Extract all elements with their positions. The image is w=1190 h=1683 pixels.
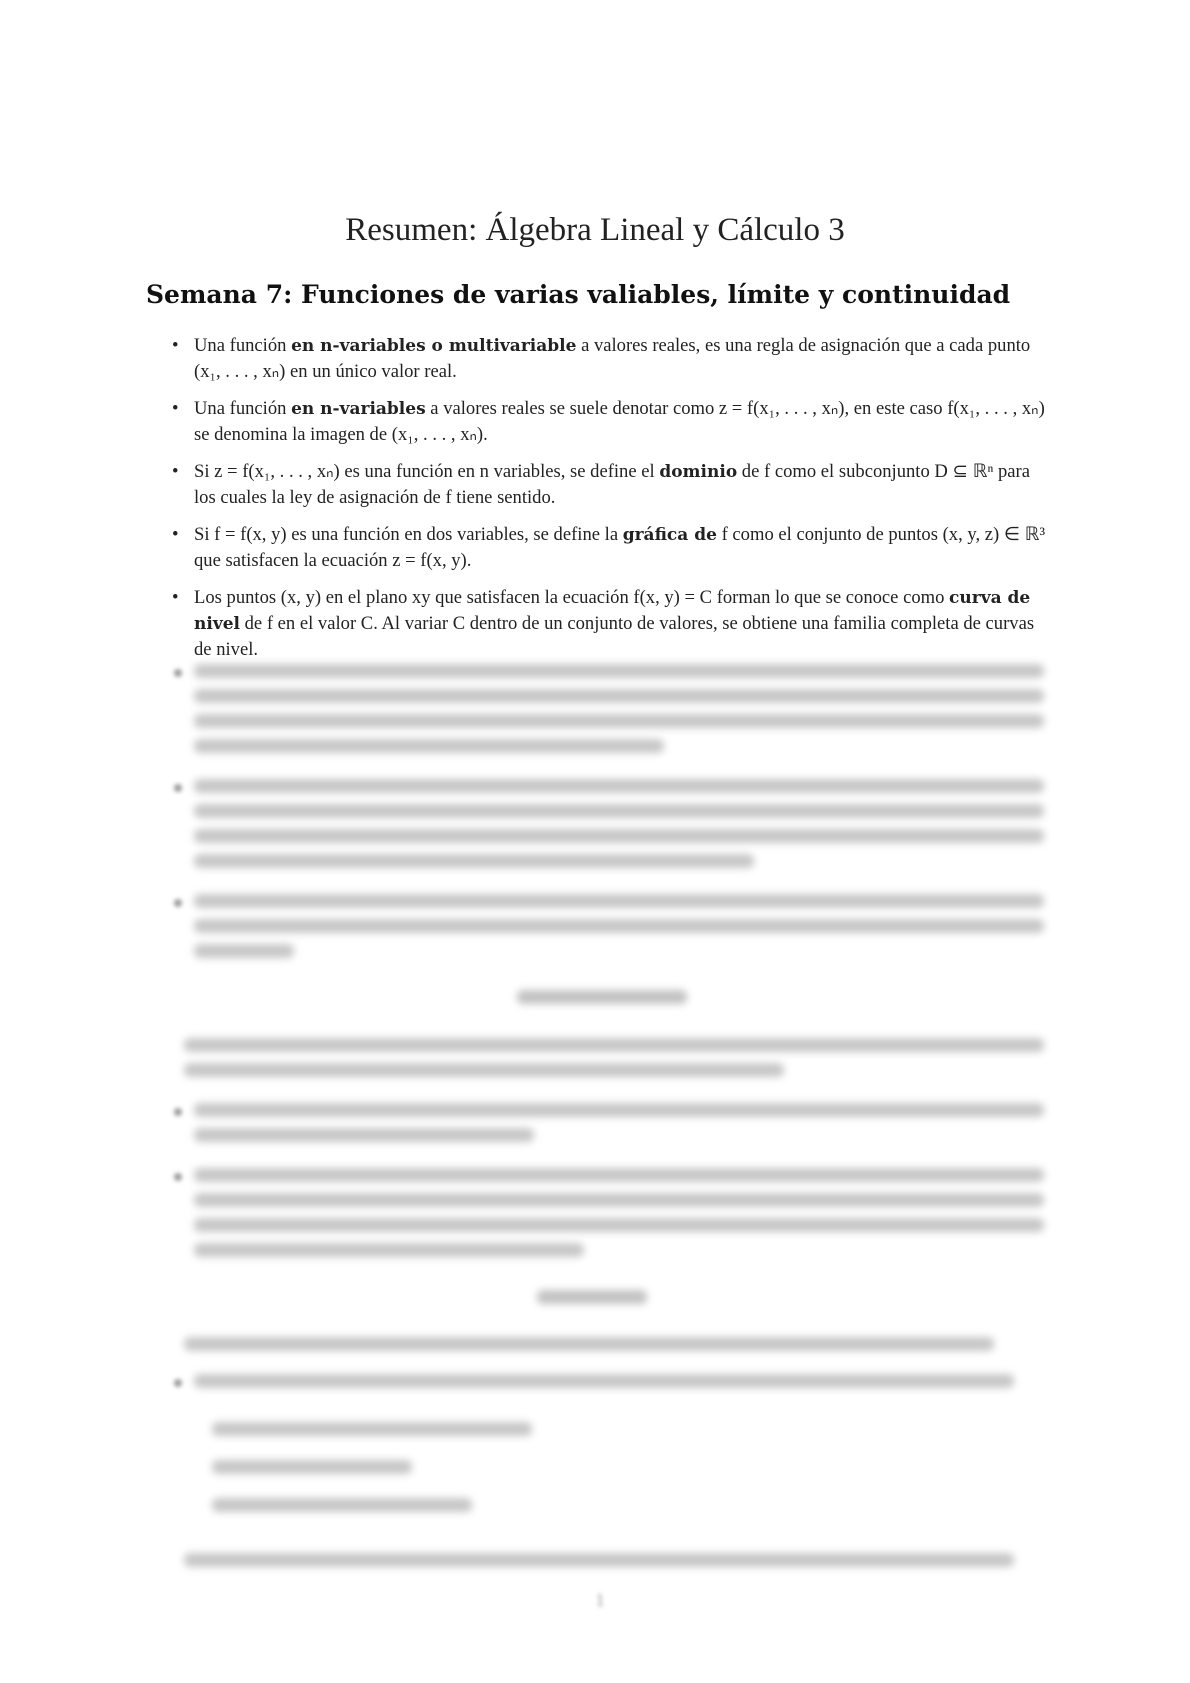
item-text: Una función	[194, 335, 292, 356]
item-text: Los puntos (x, y) en el plano xy que satisfacen la ecuación f(x, y) = C forman lo que se conoce como	[194, 587, 950, 608]
blurred-bullet	[174, 1108, 182, 1116]
item-bold-term: en n-variables o multivariable	[291, 336, 577, 356]
blurred-line	[212, 1422, 532, 1436]
blurred-line	[194, 1193, 1044, 1207]
section-heading: Semana 7: Funciones de varias valiables, límite y continuidad	[146, 280, 1011, 309]
blurred-bullet	[174, 899, 182, 907]
item-text: f como el conjunto de puntos (x, y, z) ∈ ℝ³ que satisfacen la ecuación z = f(x, y).	[194, 524, 1046, 571]
bullet-icon: •	[172, 398, 179, 419]
item-text: a valores reales se suele denotar como z = f(x₁, . . . , xₙ), en este caso f(x₁, . . . , xₙ) se denomina la imagen de (x₁, . . . , xₙ).	[194, 398, 1045, 445]
blurred-bullet	[174, 1173, 182, 1181]
blurred-line	[184, 1337, 994, 1351]
blurred-bullet	[174, 784, 182, 792]
blurred-bullet	[174, 669, 182, 677]
blurred-line	[194, 919, 1044, 933]
item-bold-term: en n-variables	[291, 399, 426, 419]
list-item	[172, 522, 1048, 573]
list-item	[172, 585, 1048, 662]
blurred-line	[194, 804, 1044, 818]
blurred-line	[184, 1038, 1044, 1052]
list-item	[172, 333, 1048, 384]
document-title: Resumen: Álgebra Lineal y Cálculo 3	[345, 212, 845, 248]
blurred-line	[194, 1128, 534, 1142]
item-bold-term: curva de nivel	[194, 588, 1031, 634]
list-item	[172, 459, 1048, 510]
item-text: Si f = f(x, y) es una función en dos variables, se define la	[194, 524, 623, 545]
blurred-line	[194, 829, 1044, 843]
blurred-line	[184, 1063, 784, 1077]
blurred-line	[194, 714, 1044, 728]
blurred-formula	[517, 990, 687, 1004]
item-bold-term: gráfica de	[622, 525, 717, 545]
blurred-line	[194, 854, 754, 868]
bullet-icon: •	[172, 335, 179, 356]
item-text: Si z = f(x₁, . . . , xₙ) es una función en n variables, se define el	[194, 461, 660, 482]
item-text: de f como el subconjunto D ⊆ ℝⁿ para los cuales la ley de asignación de f tiene sentido.	[194, 461, 1030, 508]
blurred-line	[212, 1460, 412, 1474]
item-text: de f en el valor C. Al variar C dentro de un conjunto de valores, se obtiene una familia completa de curvas de nivel.	[194, 613, 1035, 660]
item-text: a valores reales, es una regla de asignación que a cada punto (x₁, . . . , xₙ) en un único valor real.	[194, 335, 1031, 382]
blurred-line	[184, 1553, 1014, 1567]
blurred-line	[194, 739, 664, 753]
blurred-line	[194, 1243, 584, 1257]
item-bold-term: dominio	[659, 462, 738, 482]
bullet-icon: •	[172, 524, 179, 545]
item-text: Una función	[194, 398, 292, 419]
blurred-line	[194, 1374, 1014, 1388]
blurred-line	[194, 944, 294, 958]
blurred-line	[194, 1103, 1044, 1117]
page-number: 1	[595, 1590, 605, 1610]
definition-list	[172, 333, 1048, 674]
blurred-line	[212, 1498, 472, 1512]
bullet-icon: •	[172, 461, 179, 482]
blurred-line	[194, 894, 1044, 908]
bullet-icon: •	[172, 587, 179, 608]
blurred-line	[194, 1168, 1044, 1182]
list-item	[172, 396, 1048, 447]
blurred-line	[194, 664, 1044, 678]
blurred-line	[194, 689, 1044, 703]
blurred-line	[194, 1218, 1044, 1232]
blurred-formula	[537, 1290, 647, 1304]
blurred-bullet	[174, 1379, 182, 1387]
blurred-line	[194, 779, 1044, 793]
